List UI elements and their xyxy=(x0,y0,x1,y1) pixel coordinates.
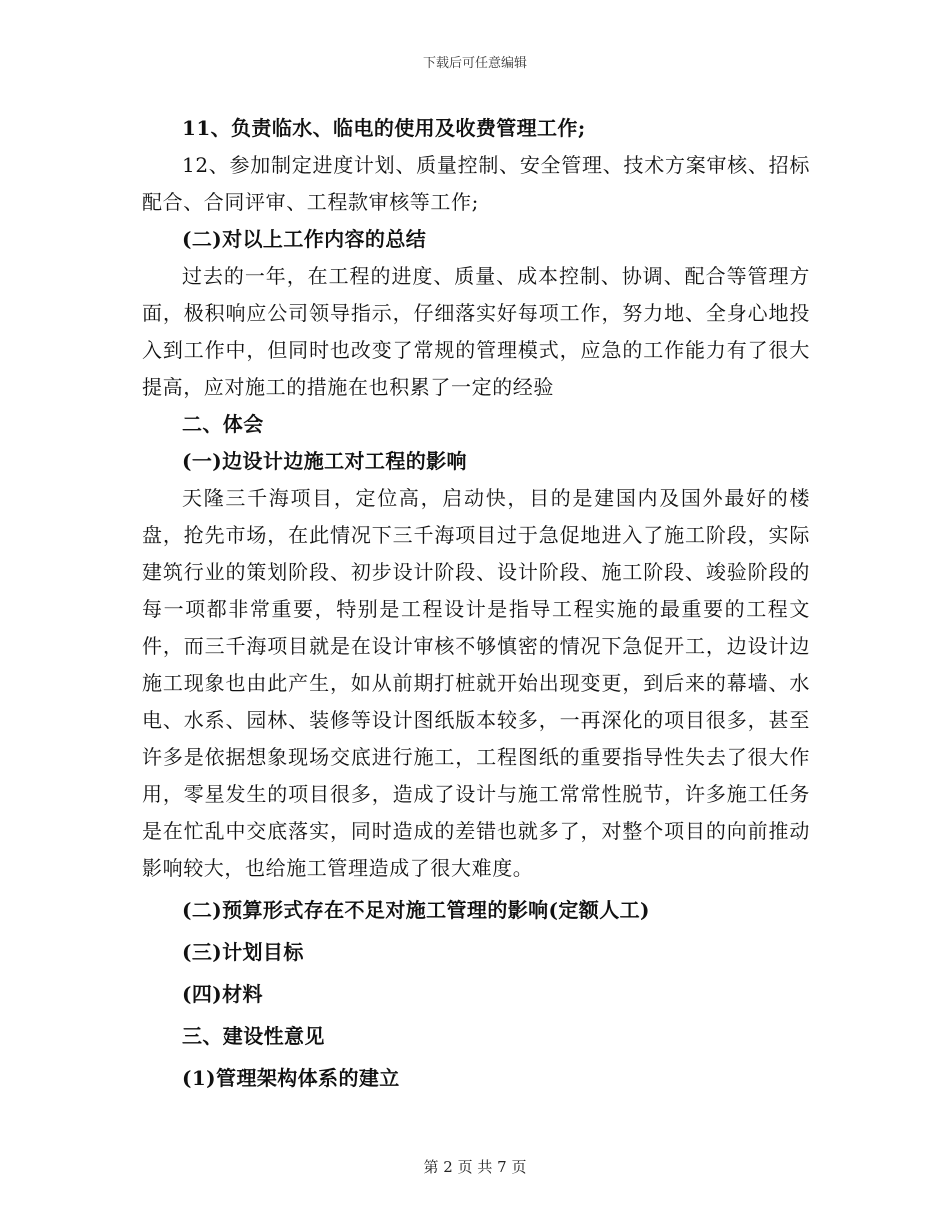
page-footer: 第 2 页 共 7 页 xyxy=(423,1158,527,1176)
subheading-design-construction: (一)边设计边施工对工程的影响 xyxy=(182,449,467,473)
subheading-budget: (二)预算形式存在不足对施工管理的影响(定额人工) xyxy=(182,898,650,922)
subheading-materials: (四)材料 xyxy=(182,982,263,1006)
item-12: 12、参加制定进度计划、质量控制、安全管理、技术方案审核、招标配合、合同评审、工程款审核等工作; xyxy=(142,153,810,214)
subheading-plan-target: (三)计划目标 xyxy=(182,940,304,964)
design-construction-paragraph: 天隆三千海项目，定位高，启动快，目的是建国内及国外最好的楼盘，抢先市场，在此情况下三千海项目过于急促地进入了施工阶段，实际建筑行业的策划阶段、初步设计阶段、设计阶段、施工阶段、竣验阶段的每一项都非常重要，特别是工程设计是指导工程实施的最重要的工程文件，而三千海项目就是在设计审核不够慎密的情况下急促开工，边设计边施工现象也由此产生，如从前期打桩就开始出现变更，到后来的幕墙、水电、水系、园林、装修等设计图纸版本较多，一再深化的项目很多，甚至许多是依据想象现场交底进行施工，工程图纸的重要指导性失去了很大作用，零星发生的项目很多，造成了设计与施工常常性脱节，许多施工任务是在忙乱中交底落实，同时造成的差错也就多了，对整个项目的向前推动影响较大，也给施工管理造成了很大难度。 xyxy=(142,486,810,880)
section-heading-summary: (二)对以上工作内容的总结 xyxy=(182,227,427,251)
document-body xyxy=(142,110,810,1097)
summary-paragraph: 过去的一年，在工程的进度、质量、成本控制、协调、配合等管理方面，极积响应公司领导指示，仔细落实好每项工作，努力地、全身心地投入到工作中，但同时也改变了常规的管理模式，应急的工作能力有了很大提高，应对施工的措施在也积累了一定的经验 xyxy=(142,264,810,399)
section-heading-experience: 二、体会 xyxy=(182,412,264,436)
item-11: 11、负责临水、临电的使用及收费管理工作; xyxy=(182,116,586,140)
page-header: 下载后可任意编辑 xyxy=(422,56,527,71)
subheading-management-structure: (1)管理架构体系的建立 xyxy=(182,1066,400,1090)
section-heading-suggestions: 三、建设性意见 xyxy=(182,1024,325,1048)
